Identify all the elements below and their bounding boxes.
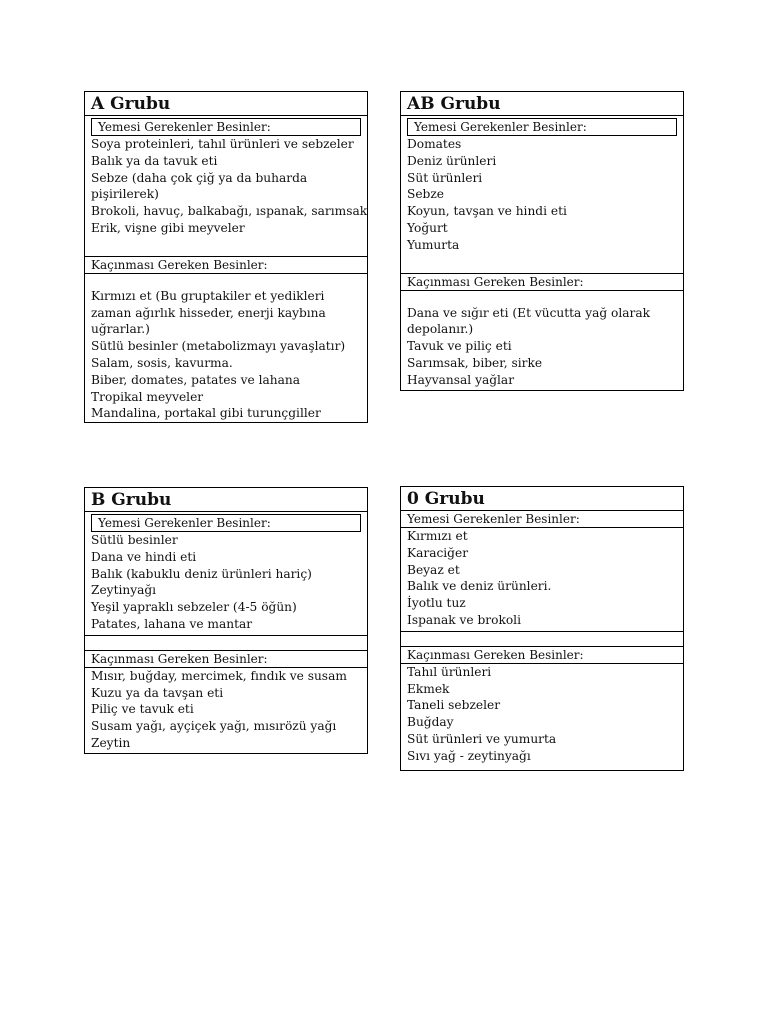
list-item: Yoğurt [407, 220, 448, 235]
avoid-section-label: Kaçınması Gereken Besinler: [85, 256, 367, 274]
avoid-section-label: Kaçınması Gereken Besinler: [85, 650, 367, 668]
eat-list [85, 136, 367, 237]
list-item: Domates [407, 137, 462, 151]
avoid-list [85, 288, 367, 422]
list-item: Mandalina, portakal gibi turunçgiller [91, 406, 321, 421]
list-item: Koyun, tavşan ve hindi eti [407, 204, 567, 219]
list-item: Balık ya da tavuk eti [91, 153, 218, 168]
list-item: Taneli sebzeler [407, 698, 501, 713]
list-item: Balık ve deniz ürünleri. [407, 579, 552, 594]
list-item: Brokoli, havuç, balkabağı, ıspanak, sarımsak [91, 204, 368, 219]
list-item: Sebze [407, 187, 444, 202]
list-item: pişirilerek) [91, 187, 159, 202]
list-item: İyotlu tuz [407, 596, 466, 611]
list-item: Kırmızı et (Bu gruptakiler et yedikleri [91, 288, 325, 303]
list-item: Piliç ve tavuk eti [91, 702, 194, 717]
list-item: Dana ve sığır eti (Et vücutta yağ olarak [407, 305, 651, 320]
list-item: Dana ve hindi eti [91, 549, 197, 564]
list-item: Sarımsak, biber, sirke [407, 355, 543, 370]
list-item: Erik, vişne gibi meyveler [91, 220, 245, 235]
list-item: Kırmızı et [407, 529, 468, 543]
list-item: Yeşil yapraklı sebzeler (4-5 öğün) [91, 600, 297, 615]
list-item: Soya proteinleri, tahıl ürünleri ve sebzeler [91, 137, 354, 151]
list-item: uğrarlar.) [91, 322, 150, 337]
eat-section-label: Yemesi Gerekenler Besinler: [91, 118, 361, 136]
avoid-list [401, 664, 683, 765]
list-item: zaman ağırlık hisseder, enerji kaybına [91, 305, 326, 320]
list-item: Sütlü besinler [91, 533, 178, 547]
eat-section-label: Yemesi Gerekenler Besinler: [401, 511, 683, 528]
card-ab-grubu [400, 91, 684, 391]
list-item: Salam, sosis, kavurma. [91, 355, 233, 370]
avoid-section-label: Kaçınması Gereken Besinler: [401, 646, 683, 664]
list-item: Sıvı yağ - zeytinyağı [407, 748, 531, 763]
list-item: Patates, lahana ve mantar [91, 616, 253, 631]
list-item: Yumurta [407, 237, 460, 252]
list-item: depolanır.) [407, 322, 474, 337]
list-item: Zeytinyağı [91, 583, 157, 598]
list-item: Balık (kabuklu deniz ürünleri hariç) [91, 566, 312, 581]
list-item: Ekmek [407, 681, 450, 696]
list-item: Biber, domates, patates ve lahana [91, 372, 301, 387]
eat-list [85, 532, 367, 633]
list-item: Kuzu ya da tavşan eti [91, 685, 224, 700]
card-title: 0 Grubu [401, 487, 683, 511]
list-item: Süt ürünleri ve yumurta [407, 731, 557, 746]
list-item: Beyaz et [407, 562, 460, 577]
list-item: Buğday [407, 715, 454, 730]
list-item: Zeytin [91, 735, 131, 750]
list-item: Susam yağı, ayçiçek yağı, mısırözü yağı [91, 719, 337, 734]
list-item: Ispanak ve brokoli [407, 612, 521, 627]
list-item: Sütlü besinler (metabolizmayı yavaşlatır) [91, 339, 346, 354]
card-0-grubu [400, 486, 684, 771]
avoid-list [85, 668, 367, 752]
avoid-section-label: Kaçınması Gereken Besinler: [401, 273, 683, 291]
list-item: Hayvansal yağlar [407, 372, 515, 387]
card-b-grubu [84, 487, 368, 754]
list-item: Tahıl ürünleri [407, 664, 492, 679]
list-item: Deniz ürünleri [407, 153, 497, 168]
list-item: Süt ürünleri [407, 170, 483, 185]
card-title: A Grubu [85, 92, 367, 116]
list-item: Karaciğer [407, 545, 469, 560]
list-item: Mısır, buğday, mercimek, fındık ve susam [91, 668, 347, 683]
card-a-grubu [84, 91, 368, 423]
list-item: Tavuk ve piliç eti [407, 339, 512, 354]
eat-section-label: Yemesi Gerekenler Besinler: [407, 118, 677, 136]
avoid-list [401, 305, 683, 389]
card-title: AB Grubu [401, 92, 683, 116]
list-item: Tropikal meyveler [91, 389, 204, 404]
card-title: B Grubu [85, 488, 367, 512]
list-item: Sebze (daha çok çiğ ya da buharda [91, 170, 308, 185]
eat-list [401, 136, 683, 254]
eat-list [401, 528, 683, 629]
eat-section-label: Yemesi Gerekenler Besinler: [91, 514, 361, 532]
